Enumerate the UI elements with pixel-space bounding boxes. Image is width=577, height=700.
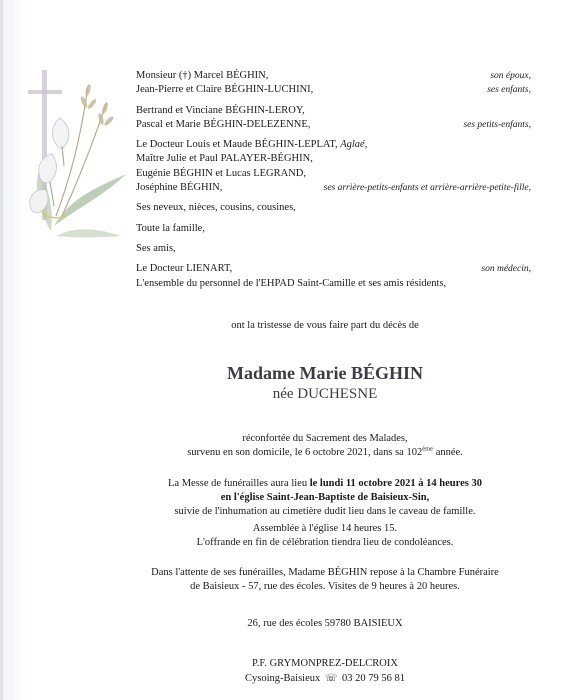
funeral-home [120, 656, 530, 686]
family-name: Bertrand et Vinciane BÉGHIN-LEROY, [136, 104, 305, 116]
funeral-home-contact [120, 671, 530, 686]
family-row [136, 69, 531, 83]
family-role: ses enfants, [487, 85, 531, 96]
family-name: Jean-Pierre et Claire BÉGHIN-LUCHINI, [136, 84, 314, 96]
family-role: son époux, [490, 71, 531, 81]
family-name: Pascal et Marie BÉGHIN-DELEZENNE, [136, 118, 311, 130]
family-name: Maître Julie et Paul PALAYER-BÉGHIN, [136, 153, 313, 165]
family-row [136, 118, 531, 132]
circumstances-line2: survenu en son domicile, le 6 octobre 2021, dans sa 102ème année. [187, 445, 463, 458]
family-row [136, 277, 531, 291]
family-list [136, 69, 531, 291]
family-row [136, 152, 531, 166]
phone-icon: ☏ [324, 673, 338, 684]
circumstances [120, 432, 530, 460]
family-row [136, 104, 531, 118]
rest-line1: Dans l'attente de ses funérailles, Madame BÉGHIN repose à la Chambre Funéraire [151, 567, 499, 578]
family-address: 26, rue des écoles 59780 BAISIEUX [247, 618, 403, 629]
circumstances-line1: réconfortée du Sacrement des Malades, [242, 433, 408, 444]
family-name: Eugénie BÉGHIN et Lucas LEGRAND, [136, 167, 306, 179]
family-row [136, 201, 531, 215]
family-row [136, 242, 531, 256]
family-row [136, 138, 531, 152]
family-row [136, 222, 531, 236]
family-row [136, 83, 531, 97]
funeral-details [120, 477, 530, 519]
funeral-line2: en l'église Saint-Jean-Baptiste de Baisieux-Sin, [220, 492, 430, 503]
family-role: ses arrière-petits-enfants et arrière-arrière-petite-fille, [323, 183, 531, 194]
family-name: Monsieur (†) Marcel BÉGHIN, [136, 70, 269, 81]
funeral-line1: La Messe de funérailles aura lieu le lundi 11 octobre 2021 à 14 heures 30 [168, 478, 482, 489]
resting-details [120, 566, 530, 594]
family-row [136, 181, 531, 195]
announcement: ont la tristesse de vous faire part du décès de [231, 320, 419, 331]
deceased-name: Madame Marie BÉGHIN [227, 363, 423, 383]
family-name: Joséphine BÉGHIN, [136, 182, 223, 194]
family-name-extra: Aglaé, [340, 139, 368, 151]
funeral-home-name: P.F. GRYMONPREZ-DELCROIX [252, 658, 398, 669]
family-name: Ses amis, [136, 242, 176, 254]
family-name: Le Docteur LIENART, [136, 263, 233, 275]
assembly-line2: L'offrande en fin de célébration tiendra lieu de condoléances. [196, 537, 454, 548]
funeral-line3: suivie de l'inhumation au cimetière dudit lieu dans le caveau de famille. [174, 506, 476, 517]
deceased-maiden-name: née DUCHESNE [272, 386, 378, 402]
family-name: Toute la famille, [136, 222, 205, 234]
assembly-line1: Assemblée à l'église 14 heures 15. [252, 523, 398, 534]
rest-line2: de Baisieux - 57, rue des écoles. Visites de 9 heures à 20 heures. [190, 581, 460, 592]
family-name: Le Docteur Louis et Maude BÉGHIN-LEPLAT, Aglaé, [136, 139, 368, 151]
cross-lily-illustration [26, 66, 136, 266]
family-name: Ses neveux, nièces, cousins, cousines, [136, 202, 296, 214]
assembly-details [120, 522, 530, 550]
funeral-home-city: Cysoing-Baisieux [244, 673, 321, 684]
page-edge [0, 0, 3, 700]
family-role: ses petits-enfants, [463, 119, 531, 130]
family-role: son médecin, [481, 264, 531, 275]
family-row [136, 262, 531, 276]
family-row [136, 167, 531, 181]
funeral-home-phone: 03 20 79 56 81 [342, 673, 405, 684]
family-name: L'ensemble du personnel de l'EHPAD Saint-Camille et ses amis résidents, [136, 277, 447, 289]
